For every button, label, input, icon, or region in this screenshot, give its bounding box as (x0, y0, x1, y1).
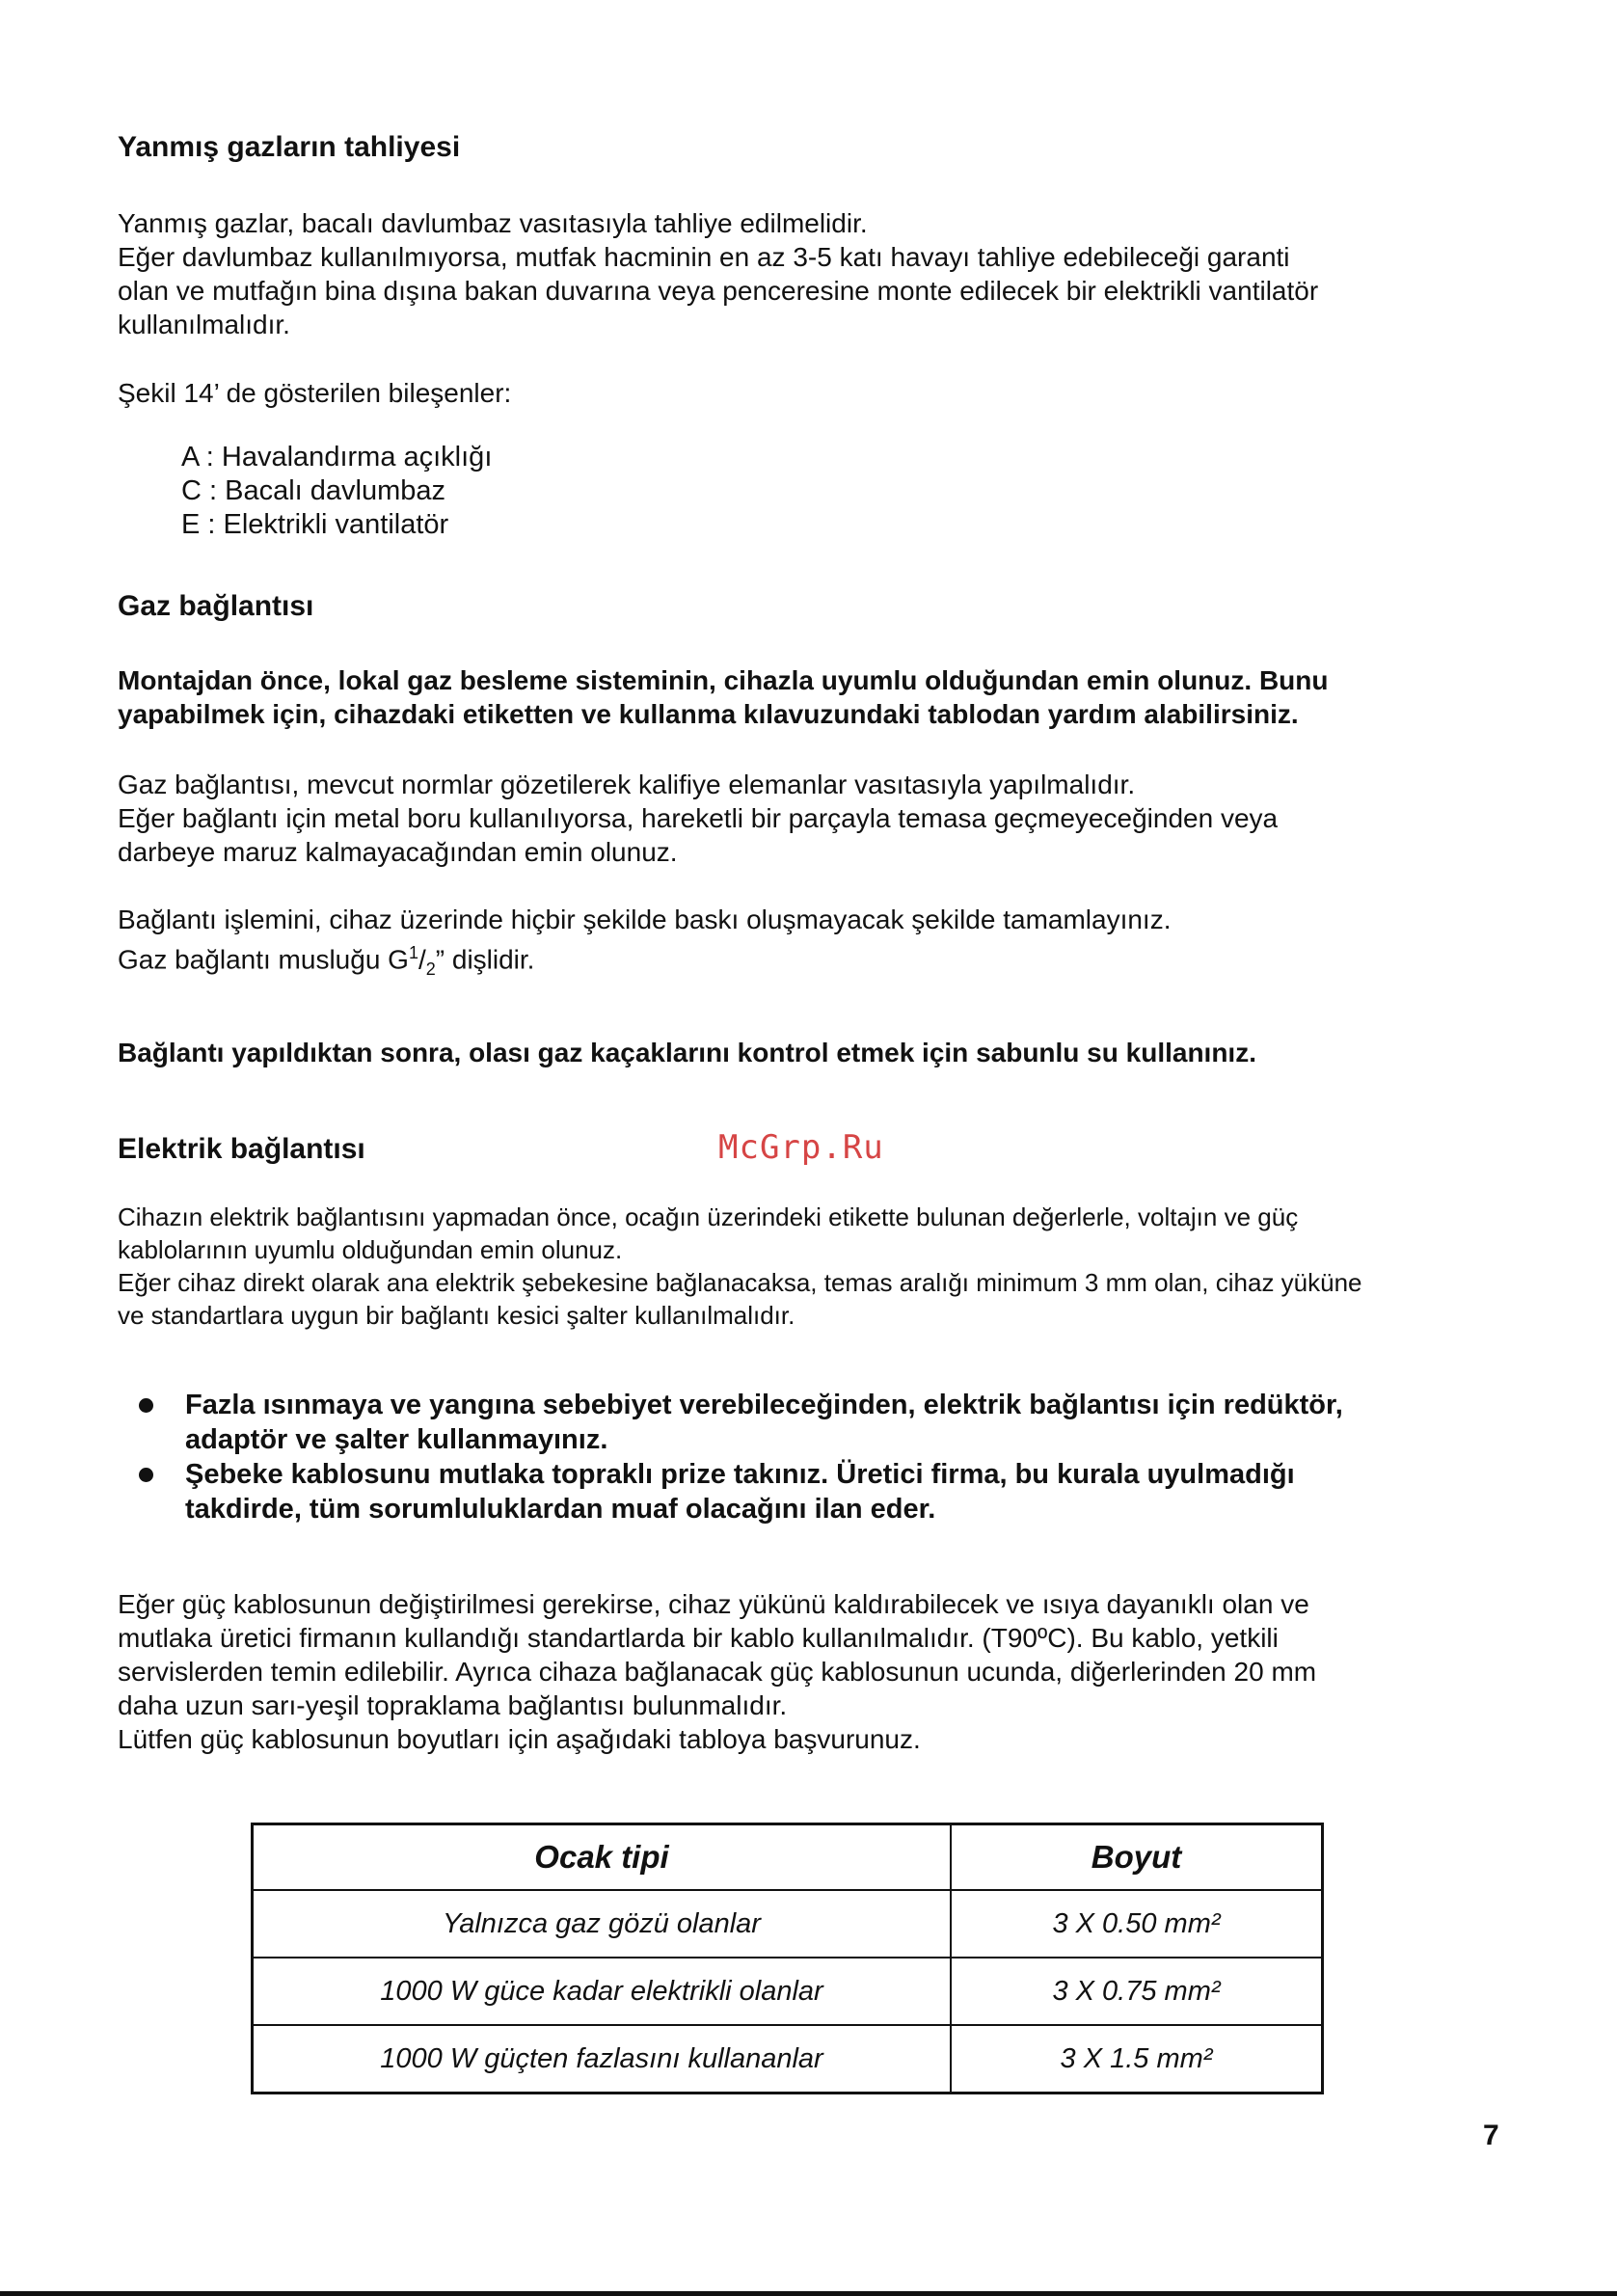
gas-paragraph-2 (118, 903, 1487, 986)
text-line: daha uzun sarı-yeşil topraklama bağlantısı bulunmalıdır. (118, 1690, 788, 1720)
table-row (253, 2025, 1323, 2093)
section-title-gas: Gaz bağlantısı (118, 590, 314, 622)
table-row (253, 1890, 1323, 1958)
text-line: kablolarının uyumlu olduğundan emin olunuz. (118, 1235, 623, 1264)
exhaust-paragraph (118, 206, 1487, 341)
text-line (118, 936, 1487, 986)
text-line: takdirde, tüm sorumluluklardan muaf olacağını ilan eder. (185, 1494, 936, 1525)
component-item: E : Elektrikli vantilatör (181, 509, 449, 540)
text-line: kullanılmalıdır. (118, 310, 290, 339)
table-cell-type: Yalnızca gaz gözü olanlar (253, 1890, 952, 1958)
page-number: 7 (1483, 2120, 1499, 2151)
text-line: Şebeke kablosunu mutlaka topraklı prize takınız. Üretici firma, bu kurala uyulmadığı (185, 1459, 1295, 1490)
gas-paragraph-1 (118, 768, 1487, 869)
fraction-slash: / (418, 944, 426, 975)
thread-suffix: ” dişlidir. (435, 944, 535, 975)
section-title-electric: Elektrik bağlantısı (118, 1133, 365, 1165)
text-line: darbeye maruz kalmayacağından emin olunuz. (118, 837, 678, 867)
table-header-size: Boyut (951, 1824, 1323, 1891)
table-cell-type: 1000 W güce kadar elektrikli olanlar (253, 1958, 952, 2025)
text-line: Bağlantı işlemini, cihaz üzerinde hiçbir şekilde baskı oluşmayacak şekilde tamamlayınız. (118, 905, 1172, 934)
text-line: adaptör ve şalter kullanmayınız. (185, 1424, 608, 1455)
text-line: Eğer cihaz direkt olarak ana elektrik şebekesine bağlanacaksa, temas aralığı minimum 3 mm olan, cihaz yüküne (118, 1268, 1362, 1297)
table-header-row (253, 1824, 1323, 1891)
text-line: yapabilmek için, cihazdaki etiketten ve kullanma kılavuzundaki tablodan yardım alabilirsiniz. (118, 699, 1299, 729)
components-list (181, 441, 492, 542)
fraction-numerator: 1 (408, 943, 418, 962)
component-item: A : Havalandırma açıklığı (181, 442, 493, 473)
component-item: C : Bacalı davlumbaz (181, 475, 446, 506)
table-cell-size: 3 X 1.5 mm² (951, 2025, 1323, 2093)
text-line: Cihazın elektrik bağlantısını yapmadan önce, ocağın üzerindeki etikette bulunan değerlerle, voltajın ve güç (118, 1202, 1299, 1231)
table-header-hob-type: Ocak tipi (253, 1824, 952, 1891)
cable-size-table (251, 1823, 1324, 2094)
table-cell-size: 3 X 0.75 mm² (951, 1958, 1323, 2025)
table-cell-size: 3 X 0.50 mm² (951, 1890, 1323, 1958)
bullet-dot-icon (139, 1468, 153, 1482)
text-line: Eğer davlumbaz kullanılmıyorsa, mutfak hacminin en az 3-5 katı havayı tahliye edebileceği garanti (118, 242, 1290, 272)
text-line: ve standartlara uygun bir bağlantı kesici şalter kullanılmalıdır. (118, 1301, 795, 1330)
table-row (253, 1958, 1323, 2025)
thread-prefix: Gaz bağlantı musluğu G (118, 944, 409, 975)
table-cell-type: 1000 W güçten fazlasını kullananlar (253, 2025, 952, 2093)
section-title-exhaust: Yanmış gazların tahliyesi (118, 131, 461, 163)
text-line: Montajdan önce, lokal gaz besleme sisteminin, cihazla uyumlu olduğundan emin olunuz. Bunu (118, 665, 1329, 695)
gas-warning (118, 663, 1487, 731)
text-line: Lütfen güç kablosunun boyutları için aşağıdaki tabloya başvurunuz. (118, 1724, 921, 1754)
safety-bullets (135, 1388, 1504, 1526)
text-line: servislerden temin edilebilir. Ayrıca cihaza bağlanacak güç kablosunun ucunda, diğerlerinden 20 mm (118, 1657, 1317, 1687)
electric-paragraph-1 (118, 1201, 1487, 1332)
text-line: Eğer güç kablosunun değiştirilmesi gerekirse, cihaz yükünü kaldırabilecek ve ısıya dayanıklı olan ve (118, 1589, 1309, 1619)
safety-bullet (135, 1388, 1504, 1457)
gas-leak-warning: Bağlantı yapıldıktan sonra, olası gaz kaçaklarını kontrol etmek için sabunlu su kullanınız. (118, 1038, 1256, 1067)
safety-bullet (135, 1457, 1504, 1526)
watermark: McGrp.Ru (718, 1128, 884, 1167)
text-line: mutlaka üretici firmanın kullandığı standartlarda bir kablo kullanılmalıdır. (T90ºC). Bu kablo, yetkili (118, 1623, 1279, 1653)
text-line: Yanmış gazlar, bacalı davlumbaz vasıtasıyla tahliye edilmelidir. (118, 208, 868, 238)
components-intro: Şekil 14’ de gösterilen bileşenler: (118, 378, 512, 408)
electric-paragraph-2 (118, 1587, 1487, 1756)
text-line: Gaz bağlantısı, mevcut normlar gözetilerek kalifiye elemanlar vasıtasıyla yapılmalıdır. (118, 770, 1136, 799)
text-line: Eğer bağlantı için metal boru kullanılıyorsa, hareketli bir parçayla temasa geçmeyeceğinden veya (118, 803, 1279, 833)
fraction-denominator: 2 (425, 959, 436, 979)
bullet-dot-icon (139, 1398, 153, 1413)
text-line: Fazla ısınmaya ve yangına sebebiyet verebileceğinden, elektrik bağlantısı için redüktör, (185, 1390, 1343, 1420)
text-line: olan ve mutfağın bina dışına bakan duvarına veya penceresine monte edilecek bir elektrikli vantilatör (118, 276, 1319, 306)
bottom-rule (0, 2291, 1617, 2296)
